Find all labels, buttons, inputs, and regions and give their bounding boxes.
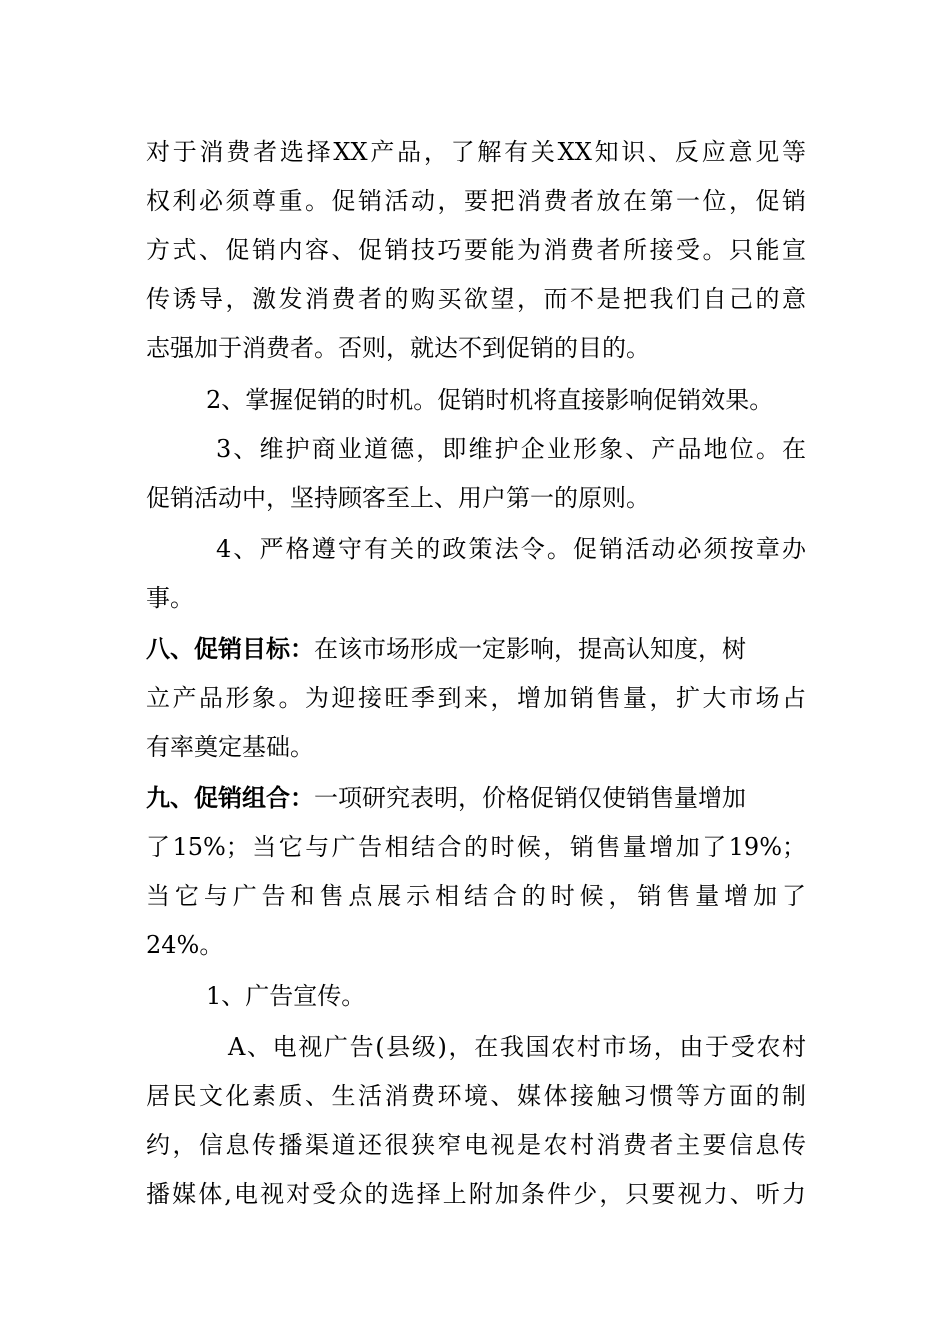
paragraph-line: 促销活动中，坚持顾客至上、用户第一的原则。 xyxy=(146,484,650,512)
paragraph-line: 立产品形象。为迎接旺季到来，增加销售量，扩大市场占 xyxy=(146,684,806,712)
paragraph-line: 志强加于消费者。否则，就达不到促销的目的。 xyxy=(146,334,650,362)
paragraph-line: 权利必须尊重。促销活动，要把消费者放在第一位，促销 xyxy=(146,187,806,215)
list-item-4: 4、严格遵守有关的政策法令。促销活动必须按章办 xyxy=(216,535,806,563)
section-heading-promotion-mix: 九、促销组合： xyxy=(146,783,314,812)
section-text: 在该市场形成一定影响，提高认知度，树 xyxy=(314,635,746,663)
section-text: 一项研究表明，价格促销仅使销售量增加 xyxy=(314,784,746,812)
paragraph-line: 方式、促销内容、促销技巧要能为消费者所接受。只能宣 xyxy=(146,236,806,264)
paragraph-line: 了15%；当它与广告相结合的时候，销售量增加了19%； xyxy=(146,833,806,861)
paragraph-line: 传诱导，激发消费者的购买欲望，而不是把我们自己的意 xyxy=(146,285,806,313)
section-8-line xyxy=(146,629,806,669)
subsection-ad-promotion: 1、广告宣传。 xyxy=(206,982,366,1010)
paragraph-line: 居民文化素质、生活消费环境、媒体接触习惯等方面的制 xyxy=(146,1082,806,1110)
list-item-2: 2、掌握促销的时机。促销时机将直接影响促销效果。 xyxy=(206,386,774,414)
paragraph-line: 对于消费者选择XX产品，了解有关XX知识、反应意见等 xyxy=(146,138,806,166)
item-a-tv-ads: A、电视广告(县级)，在我国农村市场，由于受农村 xyxy=(228,1033,806,1061)
paragraph-line: 播媒体,电视对受众的选择上附加条件少，只要视力、听力 xyxy=(146,1180,806,1208)
paragraph-line: 约，信息传播渠道还很狭窄电视是农村消费者主要信息传 xyxy=(146,1131,806,1159)
section-heading-promotion-goal: 八、促销目标： xyxy=(146,634,314,663)
paragraph-line: 有率奠定基础。 xyxy=(146,733,314,761)
paragraph-line: 当它与广告和售点展示相结合的时候，销售量增加了 xyxy=(146,882,806,910)
list-item-3: 3、维护商业道德，即维护企业形象、产品地位。在 xyxy=(216,435,806,463)
section-9-line xyxy=(146,778,806,818)
paragraph-line: 事。 xyxy=(146,584,194,612)
paragraph-line: 24%。 xyxy=(146,931,224,959)
